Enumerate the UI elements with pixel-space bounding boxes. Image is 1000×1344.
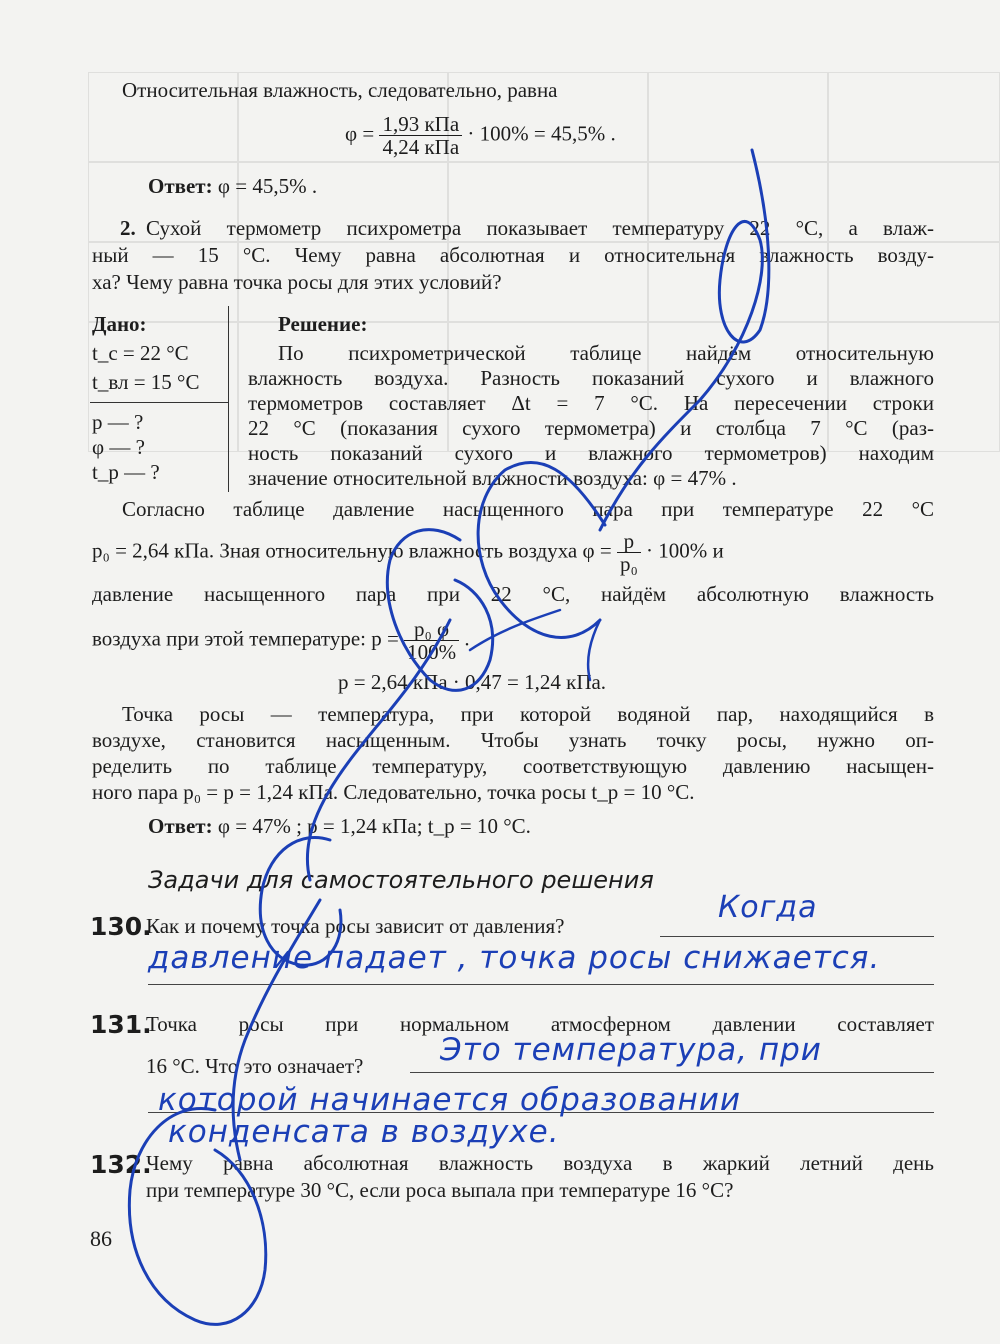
solution-line: влажность воздуха. Разность показаний сухого и влажного [248,366,934,390]
task-number: 132. [90,1150,152,1179]
handwritten-answer: Когда [718,890,818,925]
find-item: p — ? [92,410,144,434]
paragraph-line: Согласно таблице давление насыщенного пара при температуре 22 °C [122,497,934,521]
answer-value: φ = 45,5% . [217,174,318,198]
handwritten-answer: Это температура, при [440,1032,822,1068]
find-item: t_р — ? [92,460,160,484]
given-item: t_вл = 15 °C [92,370,200,394]
solution-label: Решение: [278,312,368,336]
given-item: t_с = 22 °C [92,341,189,365]
dew-line: воздухе, становится насыщенным. Чтобы узнать точку росы, нужно оп- [92,728,934,752]
task-question: при температуре 30 °C, если роса выпала при температуре 16 °C? [146,1178,734,1202]
formula-lhs: φ = [345,121,375,146]
handwritten-answer: конденсата в воздухе. [168,1114,560,1150]
answer-label: Ответ: [148,174,213,198]
problem-line: Сухой термометр психрометра показывает температуру 22 °C, а влаж- [146,216,934,240]
paragraph-text: воздуха при этой температуре: p = [92,626,399,651]
page-number: 86 [90,1226,112,1251]
fraction-denominator: p₀ [619,552,638,576]
solution-line: термометров составляет Δt = 7 °C. На пересечении строки [248,391,934,415]
task-number: 131. [90,1010,152,1039]
formula-rhs: · 100% = 45,5% . [467,121,616,146]
paragraph-text: . [464,626,470,651]
solution-line: значение относительной влажности воздуха: φ = 47% . [248,466,737,490]
given-label: Дано: [92,312,147,336]
dew-line: ного пара p₀ = p = 1,24 кПа. Следовательно, точка росы t_р = 10 °C. [92,780,695,804]
problem-line: ный — 15 °C. Чему равна абсолютная и относительная влажность возду- [92,243,934,267]
task-question: Как и почему точка росы зависит от давления? [146,914,565,938]
fraction-numerator: p [617,530,641,553]
solution-line: По психрометрической таблице найдём относительную [278,341,934,365]
paragraph-text: · 100% и [646,538,724,563]
formula-numerator: 1,93 кПа [379,113,462,136]
task-number: 130. [90,912,152,941]
dew-line: ределить по таблице температуру, соответствующую давлению насыщен- [92,754,934,778]
fraction-denominator: 100% [407,640,457,664]
fraction-numerator: p₀ φ [404,618,459,641]
problem-line: ха? Чему равна точка росы для этих условий? [92,270,502,294]
dew-line: Точка росы — температура, при которой водяной пар, находящийся в [122,702,934,726]
solution-line: 22 °C (показания сухого термометра) и столбца 7 °C (раз- [248,416,934,440]
paragraph-line: давление насыщенного пара при 22 °C, найдём абсолютную влажность [92,582,934,606]
section-title: Задачи для самостоятельного решения [148,866,654,894]
handwritten-answer: которой начинается образовании [158,1082,742,1118]
intro-text: Относительная влажность, следовательно, равна [122,78,558,102]
answer-label: Ответ: [148,814,213,838]
task-question: Точка росы при нормальном атмосферном давлении составляет [146,1012,934,1036]
find-item: φ — ? [92,435,145,459]
answer-value: φ = 47% ; p = 1,24 кПа; t_р = 10 °C. [217,814,531,838]
task-question: Чему равна абсолютная влажность воздуха в жаркий летний день [146,1151,934,1175]
task-question: 16 °C. Что это означает? [146,1054,364,1078]
calculation: p = 2,64 кПа · 0,47 = 1,24 кПа. [338,670,607,694]
paragraph-text: p₀ = 2,64 кПа. Зная относительную влажность воздуха φ = [92,538,612,563]
solution-line: ность показаний сухого и влажного термометров) находим [248,441,934,465]
problem-number: 2. [120,216,136,240]
formula-denominator: 4,24 кПа [382,135,460,159]
handwritten-answer: давление падает , точка росы снижается. [148,940,881,976]
